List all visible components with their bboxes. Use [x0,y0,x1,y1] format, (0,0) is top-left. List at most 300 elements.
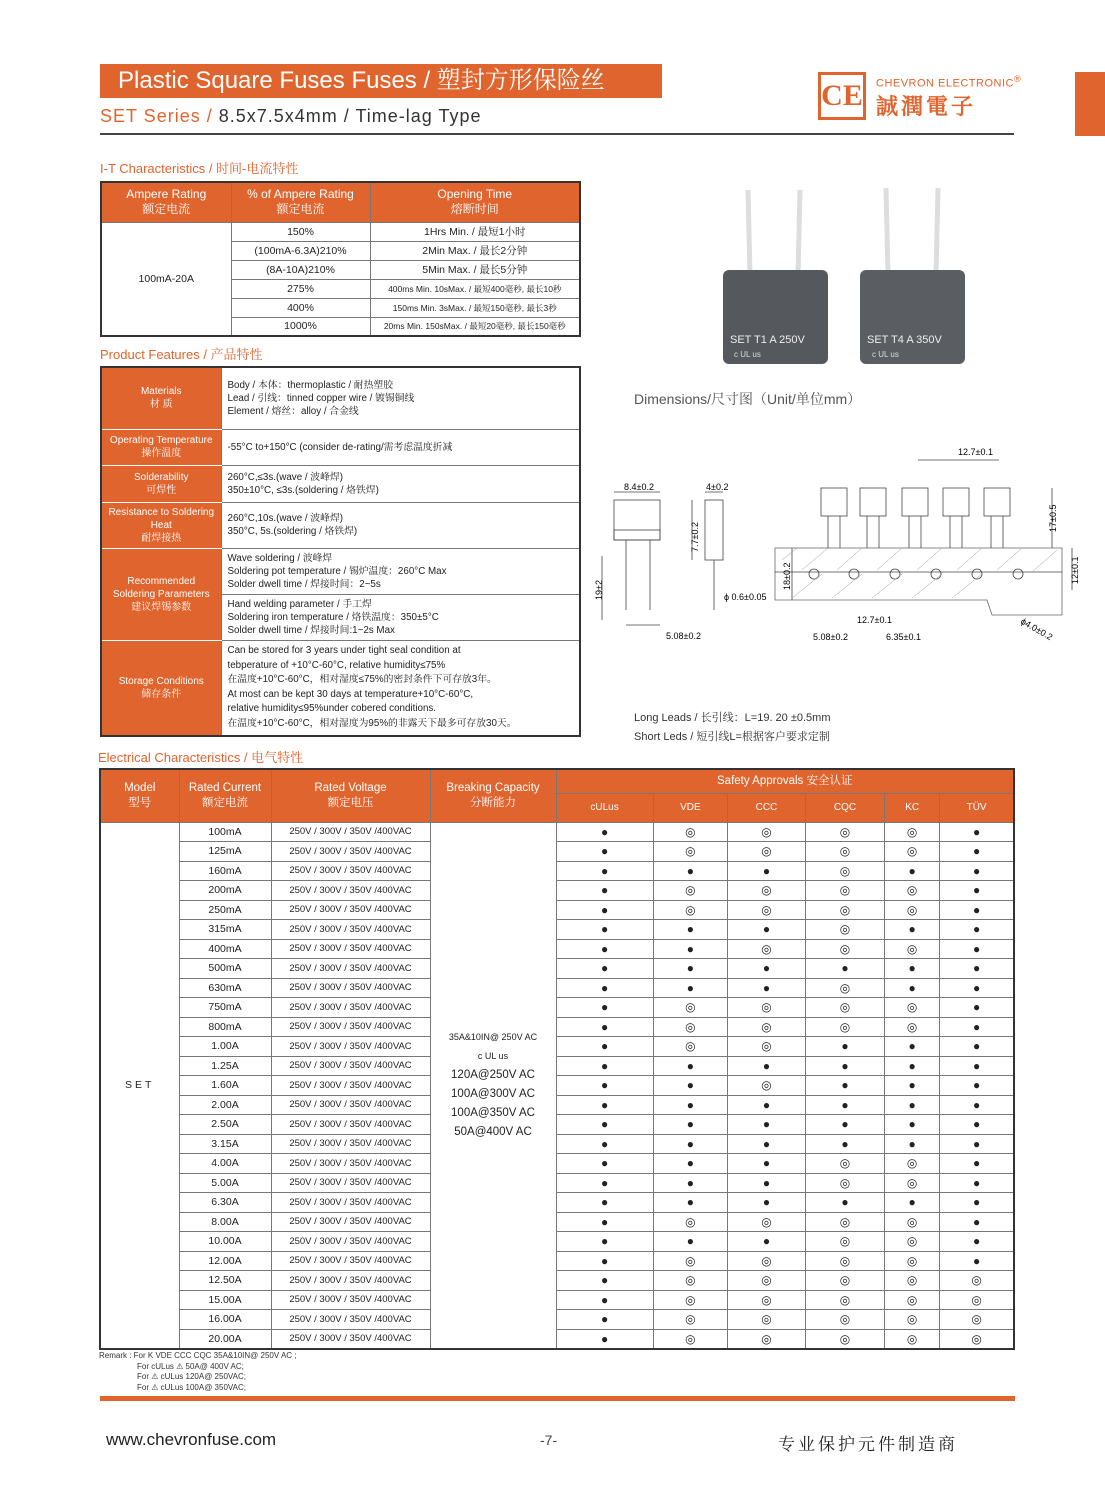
fuse-mark-right: c UL us [872,350,899,359]
approval-mark: ● [728,1134,806,1154]
dim-pitch: 5.08±0.2 [666,631,701,641]
dim-lead-pitch: 5.08±0.2 [813,632,848,642]
approval-mark: ● [653,861,727,881]
approval-mark: ● [728,1193,806,1213]
approval-mark: ● [728,1056,806,1076]
approval-mark: ◎ [728,1017,806,1037]
approval-mark: ◎ [653,842,727,862]
rated-current: 2.00A [179,1095,271,1115]
approval-mark: ● [556,1271,653,1291]
approval-mark: ◎ [805,900,884,920]
rated-voltage: 250V / 300V / 350V /400VAC [271,842,430,862]
approval-mark: ◎ [805,920,884,940]
approval-mark: ● [940,1232,1014,1252]
pf-label: Recommended Soldering Parameters 建议焊锡参数 [101,548,221,640]
rated-voltage: 250V / 300V / 350V /400VAC [271,1251,430,1271]
table-row [100,842,1014,862]
table-row [100,1271,1014,1291]
approval-mark: ◎ [728,1310,806,1330]
approval-mark: ● [940,1134,1014,1154]
approval-mark: ● [556,842,653,862]
table-row [100,1290,1014,1310]
pf-table [100,366,581,737]
it-time: 2Min Max. / 最长2分钟 [370,241,580,260]
approval-mark: ◎ [805,1251,884,1271]
approval-mark: ● [940,1154,1014,1174]
it-range: 100mA-20A [101,222,231,336]
approval-mark: ◎ [885,822,940,842]
approval-mark: ● [728,861,806,881]
it-pct: (100mA-6.3A)210% [231,241,370,260]
it-pct: 1000% [231,317,370,336]
dim-hole-dia: ϕ4.0±0.2 [1019,616,1055,643]
approval-mark: ● [885,1056,940,1076]
breaking-cert: 35A&10IN@ 250V AC [448,1032,538,1042]
approval-mark: ◎ [885,1017,940,1037]
approval-mark: ● [885,1037,940,1057]
pf-label: Resistance to Soldering Heat 耐焊接热 [101,502,221,548]
breaking-line: 50A@400V AC [454,1126,532,1138]
table-row [101,429,580,465]
rated-voltage: 250V / 300V / 350V /400VAC [271,1037,430,1057]
approval-mark: ◎ [805,842,884,862]
approval-mark: ● [653,1232,727,1252]
pf-value: Body / 本体：thermoplastic / 耐热塑胶 Lead / 引线：tinned copper wire / 镀锡铜线 Element / 熔丝：alloy / 合金线 [221,367,580,429]
approval-mark: ◎ [728,1271,806,1291]
approval-mark: ● [940,1115,1014,1135]
rated-current: 2.50A [179,1115,271,1135]
series-spec: 8.5x7.5x4mm / Time-lag Type [212,106,482,126]
table-row [101,465,580,502]
approval-mark: ◎ [728,900,806,920]
rated-voltage: 250V / 300V / 350V /400VAC [271,1076,430,1096]
rated-voltage: 250V / 300V / 350V /400VAC [271,1329,430,1349]
it-time: 1Hrs Min. / 最短1小时 [370,222,580,241]
rated-voltage: 250V / 300V / 350V /400VAC [271,900,430,920]
approval-mark: ● [556,1329,653,1349]
approval-mark: ● [885,1193,940,1213]
approval-mark: ● [940,939,1014,959]
fuse-mark-left: c UL us [734,350,761,359]
approval-mark: ● [940,998,1014,1018]
brand-name-en [876,74,1021,90]
approval-mark: ◎ [653,998,727,1018]
approval-mark: ● [940,881,1014,901]
approval-mark: ● [885,1076,940,1096]
approval-mark: ◎ [805,881,884,901]
approval-mark: ● [805,1115,884,1135]
pf-value: Wave soldering / 波峰焊 Soldering pot temperature / 锡炉温度：260°C Max Solder dwell time / 焊接时间：2~5s [221,548,580,594]
approval-mark: ● [556,1076,653,1096]
rated-voltage: 250V / 300V / 350V /400VAC [271,1212,430,1232]
approval-mark: ◎ [885,1329,940,1349]
approval-mark: ◎ [885,939,940,959]
pf-value: 260°C,10s.(wave / 波峰焊) 350°C, 5s.(soldering / 烙铁焊) [221,502,580,548]
ec-section-title: Electrical Characteristics / 电气特性 [98,750,304,765]
table-row [100,1173,1014,1193]
approval-mark: ◎ [805,1271,884,1291]
approval-mark: ● [556,1095,653,1115]
remark-line: Remark : For K VDE CCC CQC 35A&10IN@ 250V AC ; [99,1351,297,1360]
rated-voltage: 250V / 300V / 350V /400VAC [271,1154,430,1174]
approval-mark: ◎ [728,1037,806,1057]
rated-current: 630mA [179,978,271,998]
rated-current: 125mA [179,842,271,862]
rated-current: 10.00A [179,1232,271,1252]
table-row [100,920,1014,940]
approval-mark: ● [940,1056,1014,1076]
approval-mark: ◎ [940,1290,1014,1310]
rated-current: 20.00A [179,1329,271,1349]
approval-mark: ● [805,1134,884,1154]
table-row [100,1310,1014,1330]
approval-mark: ◎ [885,1232,940,1252]
rated-voltage: 250V / 300V / 350V /400VAC [271,881,430,901]
approval-mark: ● [653,1115,727,1135]
approval-mark: ● [885,959,940,979]
approval-mark: ◎ [940,1310,1014,1330]
rated-voltage: 250V / 300V / 350V /400VAC [271,1232,430,1252]
approval-mark: ● [940,1193,1014,1213]
dim-height: 7.7±0.2 [690,522,700,552]
table-row [100,1017,1014,1037]
brand-name-cn: 誠潤電子 [876,94,977,119]
approval-mark: ● [556,822,653,842]
table-row [100,1232,1014,1252]
remark-line: For ⚠ cULus 120A@ 250VAC; [137,1372,246,1381]
rated-voltage: 250V / 300V / 350V /400VAC [271,1271,430,1291]
approval-mark: ● [728,1173,806,1193]
approval-mark: ◎ [728,1251,806,1271]
ec-header-voltage: Rated Voltage 额定电压 [271,769,430,822]
table-row [100,822,1014,842]
approval-mark: ◎ [805,1212,884,1232]
dimensions-title: Dimensions/尺寸图（Unit/单位mm） [634,391,862,407]
remark-line: For cULus ⚠ 50A@ 400V AC; [137,1361,244,1371]
rated-voltage: 250V / 300V / 350V /400VAC [271,978,430,998]
pf-value: -55°C to+150°C (consider de-rating/需考虑温度折减 [221,429,580,465]
approval-mark: ● [940,1251,1014,1271]
it-header-time: Opening Time 熔断时间 [370,182,580,222]
rated-voltage: 250V / 300V / 350V /400VAC [271,1095,430,1115]
rated-current: 3.15A [179,1134,271,1154]
it-time: 150ms Min. 3sMax. / 最短150毫秒, 最长3秒 [370,298,580,317]
approval-mark: ● [940,1076,1014,1096]
table-row [100,1212,1014,1232]
approval-mark: ● [556,1115,653,1135]
it-header-percent: % of Ampere Rating 额定电流 [231,182,370,222]
approval-kc-icon: KC [885,793,940,822]
approval-mark: ● [556,1212,653,1232]
approval-mark: ◎ [885,1271,940,1291]
approval-mark: ◎ [728,1290,806,1310]
rated-current: 1.60A [179,1076,271,1096]
rated-voltage: 250V / 300V / 350V /400VAC [271,1134,430,1154]
pf-label: Solderability 可焊性 [101,465,221,502]
approval-mark: ● [653,920,727,940]
approval-mark: ◎ [805,1310,884,1330]
approval-mark: ● [728,920,806,940]
short-leads-note: Short Leds / 短引线L=根据客户要求定制 [634,731,830,743]
page-tab-marker [1075,72,1105,136]
approval-mark: ● [556,900,653,920]
table-row [100,959,1014,979]
table-row [100,1134,1014,1154]
approval-mark: ● [805,1095,884,1115]
approval-mark: ● [653,1134,727,1154]
series-name: SET Series / [100,106,213,126]
rated-current: 315mA [179,920,271,940]
ec-header-model: Model 型号 [100,769,179,822]
rated-voltage: 250V / 300V / 350V /400VAC [271,959,430,979]
approval-mark: ◎ [728,842,806,862]
approval-mark: ◎ [885,1310,940,1330]
approval-mark: ◎ [805,1232,884,1252]
approval-mark: ● [556,978,653,998]
approval-mark: ● [653,1076,727,1096]
rated-current: 4.00A [179,1154,271,1174]
dim-offset: 6.35±0.1 [886,632,921,642]
approval-mark: ◎ [728,1212,806,1232]
it-pct: 150% [231,222,370,241]
approval-mark: ◎ [653,1310,727,1330]
rated-current: 800mA [179,1017,271,1037]
approval-mark: ● [556,1310,653,1330]
table-row [100,939,1014,959]
approval-mark: ◎ [653,881,727,901]
approval-mark: ● [653,1173,727,1193]
table-row [101,502,580,548]
approval-mark: ● [728,1232,806,1252]
approval-mark: ● [728,978,806,998]
table-row [101,222,580,241]
model-name: SET [100,822,179,1349]
approval-mark: ● [556,998,653,1018]
brand-en-text: CHEVRON ELECTRONIC [876,77,1014,90]
approval-mark: ◎ [940,1329,1014,1349]
approval-mark: ◎ [885,1251,940,1271]
rated-current: 250mA [179,900,271,920]
approval-mark: ◎ [885,881,940,901]
approval-mark: ● [885,920,940,940]
rated-voltage: 250V / 300V / 350V /400VAC [271,1193,430,1213]
approval-mark: ◎ [805,1154,884,1174]
series-subtitle [100,106,482,127]
table-row [101,548,580,594]
ec-header-safety: Safety Approvals 安全认证 [556,769,1014,793]
approval-mark: ● [556,1056,653,1076]
approval-mark: ◎ [805,939,884,959]
it-pct: 275% [231,279,370,298]
rated-current: 12.00A [179,1251,271,1271]
approval-mark: ● [940,861,1014,881]
approval-mark: ● [556,1154,653,1174]
approval-mark: ● [805,1193,884,1213]
rated-current: 200mA [179,881,271,901]
approval-mark: ◎ [653,822,727,842]
approval-mark: ● [728,1154,806,1174]
rated-current: 1.00A [179,1037,271,1057]
approval-mark: ● [940,978,1014,998]
approval-mark: ◎ [885,842,940,862]
approval-mark: ◎ [805,1329,884,1349]
approval-mark: ● [728,1115,806,1135]
rated-current: 6.30A [179,1193,271,1213]
approval-mark: ● [885,978,940,998]
approval-mark: ◎ [653,1017,727,1037]
dimension-drawing [592,440,1080,650]
rated-voltage: 250V / 300V / 350V /400VAC [271,1310,430,1330]
rated-voltage: 250V / 300V / 350V /400VAC [271,1056,430,1076]
table-row [100,1115,1014,1135]
approval-mark: ● [653,1056,727,1076]
footer-divider [100,1396,1015,1401]
approval-mark: ● [805,1076,884,1096]
approval-mark: ◎ [728,881,806,901]
approval-mark: ◎ [653,1329,727,1349]
approval-mark: ◎ [653,900,727,920]
pf-label: Storage Conditions 储存条件 [101,640,221,736]
table-row [100,1193,1014,1213]
fuse-label-left: SET T1 A 250V [730,334,805,346]
approval-mark: ◎ [885,1173,940,1193]
breaking-line: 100A@300V AC [451,1088,535,1100]
approval-mark: ● [940,1017,1014,1037]
rated-voltage: 250V / 300V / 350V /400VAC [271,822,430,842]
table-row [100,978,1014,998]
approval-mark: ◎ [805,1290,884,1310]
approval-mark: ● [940,822,1014,842]
approval-ccc-icon: CCC [728,793,806,822]
approval-mark: ● [940,1037,1014,1057]
rated-current: 750mA [179,998,271,1018]
approval-mark: ● [940,1095,1014,1115]
approval-mark: ● [805,1056,884,1076]
approval-mark: ◎ [728,822,806,842]
approval-mark: ● [940,920,1014,940]
approval-mark: ◎ [728,1076,806,1096]
table-row [100,881,1014,901]
dim-width: 8.4±0.2 [624,482,654,492]
approval-mark: ◎ [805,978,884,998]
ec-header-breaking: Breaking Capacity 分断能力 [430,769,556,822]
it-pct: 400% [231,298,370,317]
table-row [100,1037,1014,1057]
dim-lead-length: 19±2 [594,580,604,600]
rated-current: 16.00A [179,1310,271,1330]
approval-mark: ◎ [728,939,806,959]
approval-mark: ◎ [885,1212,940,1232]
approval-mark: ◎ [805,1173,884,1193]
dim-hole-pitch: 12.7±0.1 [857,615,892,625]
ec-header-current: Rated Current 额定电流 [179,769,271,822]
approval-cqc-icon: CQC [805,793,884,822]
header-divider [100,133,1014,135]
approval-mark: ◎ [885,998,940,1018]
website-link[interactable]: www.chevronfuse.com [106,1430,277,1449]
approval-mark: ◎ [805,822,884,842]
table-row [100,1076,1014,1096]
approval-mark: ● [556,1037,653,1057]
approval-mark: ◎ [885,1154,940,1174]
approval-mark: ● [556,1232,653,1252]
approval-mark: ● [556,861,653,881]
page-title: Plastic Square Fuses Fuses / 塑封方形保险丝 [100,64,662,98]
pf-value: Can be stored for 3 years under tight seal condition at tebperature of +10°C-60°C, relative humidity≤75% 在温度+10°C-60°C，相对湿度≤75%的密封条件下可存放3年。 At most can be kept 30 days at temperature+10°C-60°C, relative humidity≤95%under cobered conditions. 在温度+10°C-60°C，相对湿度为95%的非露天下最多可存放30天。 [221,640,580,736]
approval-mark: ● [653,1154,727,1174]
it-time: 5Min Max. / 最长5分钟 [370,260,580,279]
approval-mark: ● [940,1212,1014,1232]
table-row [100,1056,1014,1076]
approval-mark: ● [556,939,653,959]
approval-mark: ◎ [885,1290,940,1310]
rated-current: 1.25A [179,1056,271,1076]
approval-mark: ◎ [653,1212,727,1232]
breaking-capacity [430,822,556,1349]
approval-mark: ● [940,1173,1014,1193]
approval-mark: ◎ [940,1271,1014,1291]
approval-mark: ◎ [653,1271,727,1291]
approval-mark: ● [885,1134,940,1154]
approval-mark: ● [556,1251,653,1271]
rated-current: 15.00A [179,1290,271,1310]
dim-tape-pitch: 12.7±0.1 [958,447,993,457]
it-table [100,181,581,337]
approval-culus-icon: cULus [556,793,653,822]
ec-table [99,768,1015,1350]
pf-value: Hand welding parameter / 手工焊 Soldering iron temperature / 烙铁温度：350±5°C Solder dwell time / 焊接时间:1~2s Max [221,594,580,640]
approval-mark: ● [556,920,653,940]
table-row [100,1095,1014,1115]
approval-mark: ◎ [653,1251,727,1271]
pf-section-title: Product Features / 产品特性 [100,347,263,362]
approval-mark: ● [556,959,653,979]
long-leads-note: Long Leads / 长引线：L=19. 20 ±0.5mm [634,712,831,724]
approval-mark: ● [728,959,806,979]
rated-current: 400mA [179,939,271,959]
breaking-line: 100A@350V AC [451,1107,535,1119]
page-number: -7- [540,1432,558,1448]
approval-mark: ◎ [805,998,884,1018]
approval-mark: ● [805,959,884,979]
dim-tape-width: 18±0.2 [782,562,792,590]
rated-voltage: 250V / 300V / 350V /400VAC [271,920,430,940]
approval-mark: ● [805,1037,884,1057]
table-row [100,1329,1014,1349]
rated-current: 100mA [179,822,271,842]
approval-mark: ● [940,842,1014,862]
breaking-line: 120A@250V AC [451,1069,535,1081]
remark-line: For ⚠ cULus 100A@ 350VAC; [137,1382,246,1392]
table-row [100,900,1014,920]
approval-vde-icon: VDE [653,793,727,822]
table-row [100,1154,1014,1174]
approval-mark: ● [940,900,1014,920]
approval-mark: ● [940,959,1014,979]
approval-mark: ● [885,1115,940,1135]
rated-voltage: 250V / 300V / 350V /400VAC [271,939,430,959]
rated-voltage: 250V / 300V / 350V /400VAC [271,1115,430,1135]
approval-mark: ◎ [805,861,884,881]
pf-label: Operating Temperature 操作温度 [101,429,221,465]
brand-logo: CE [818,72,866,120]
table-row [100,861,1014,881]
rated-voltage: 250V / 300V / 350V /400VAC [271,1290,430,1310]
approval-mark: ● [885,1095,940,1115]
it-pct: (8A-10A)210% [231,260,370,279]
table-row [100,1251,1014,1271]
footer-slogan: 专业保护元件制造商 [778,1435,958,1454]
